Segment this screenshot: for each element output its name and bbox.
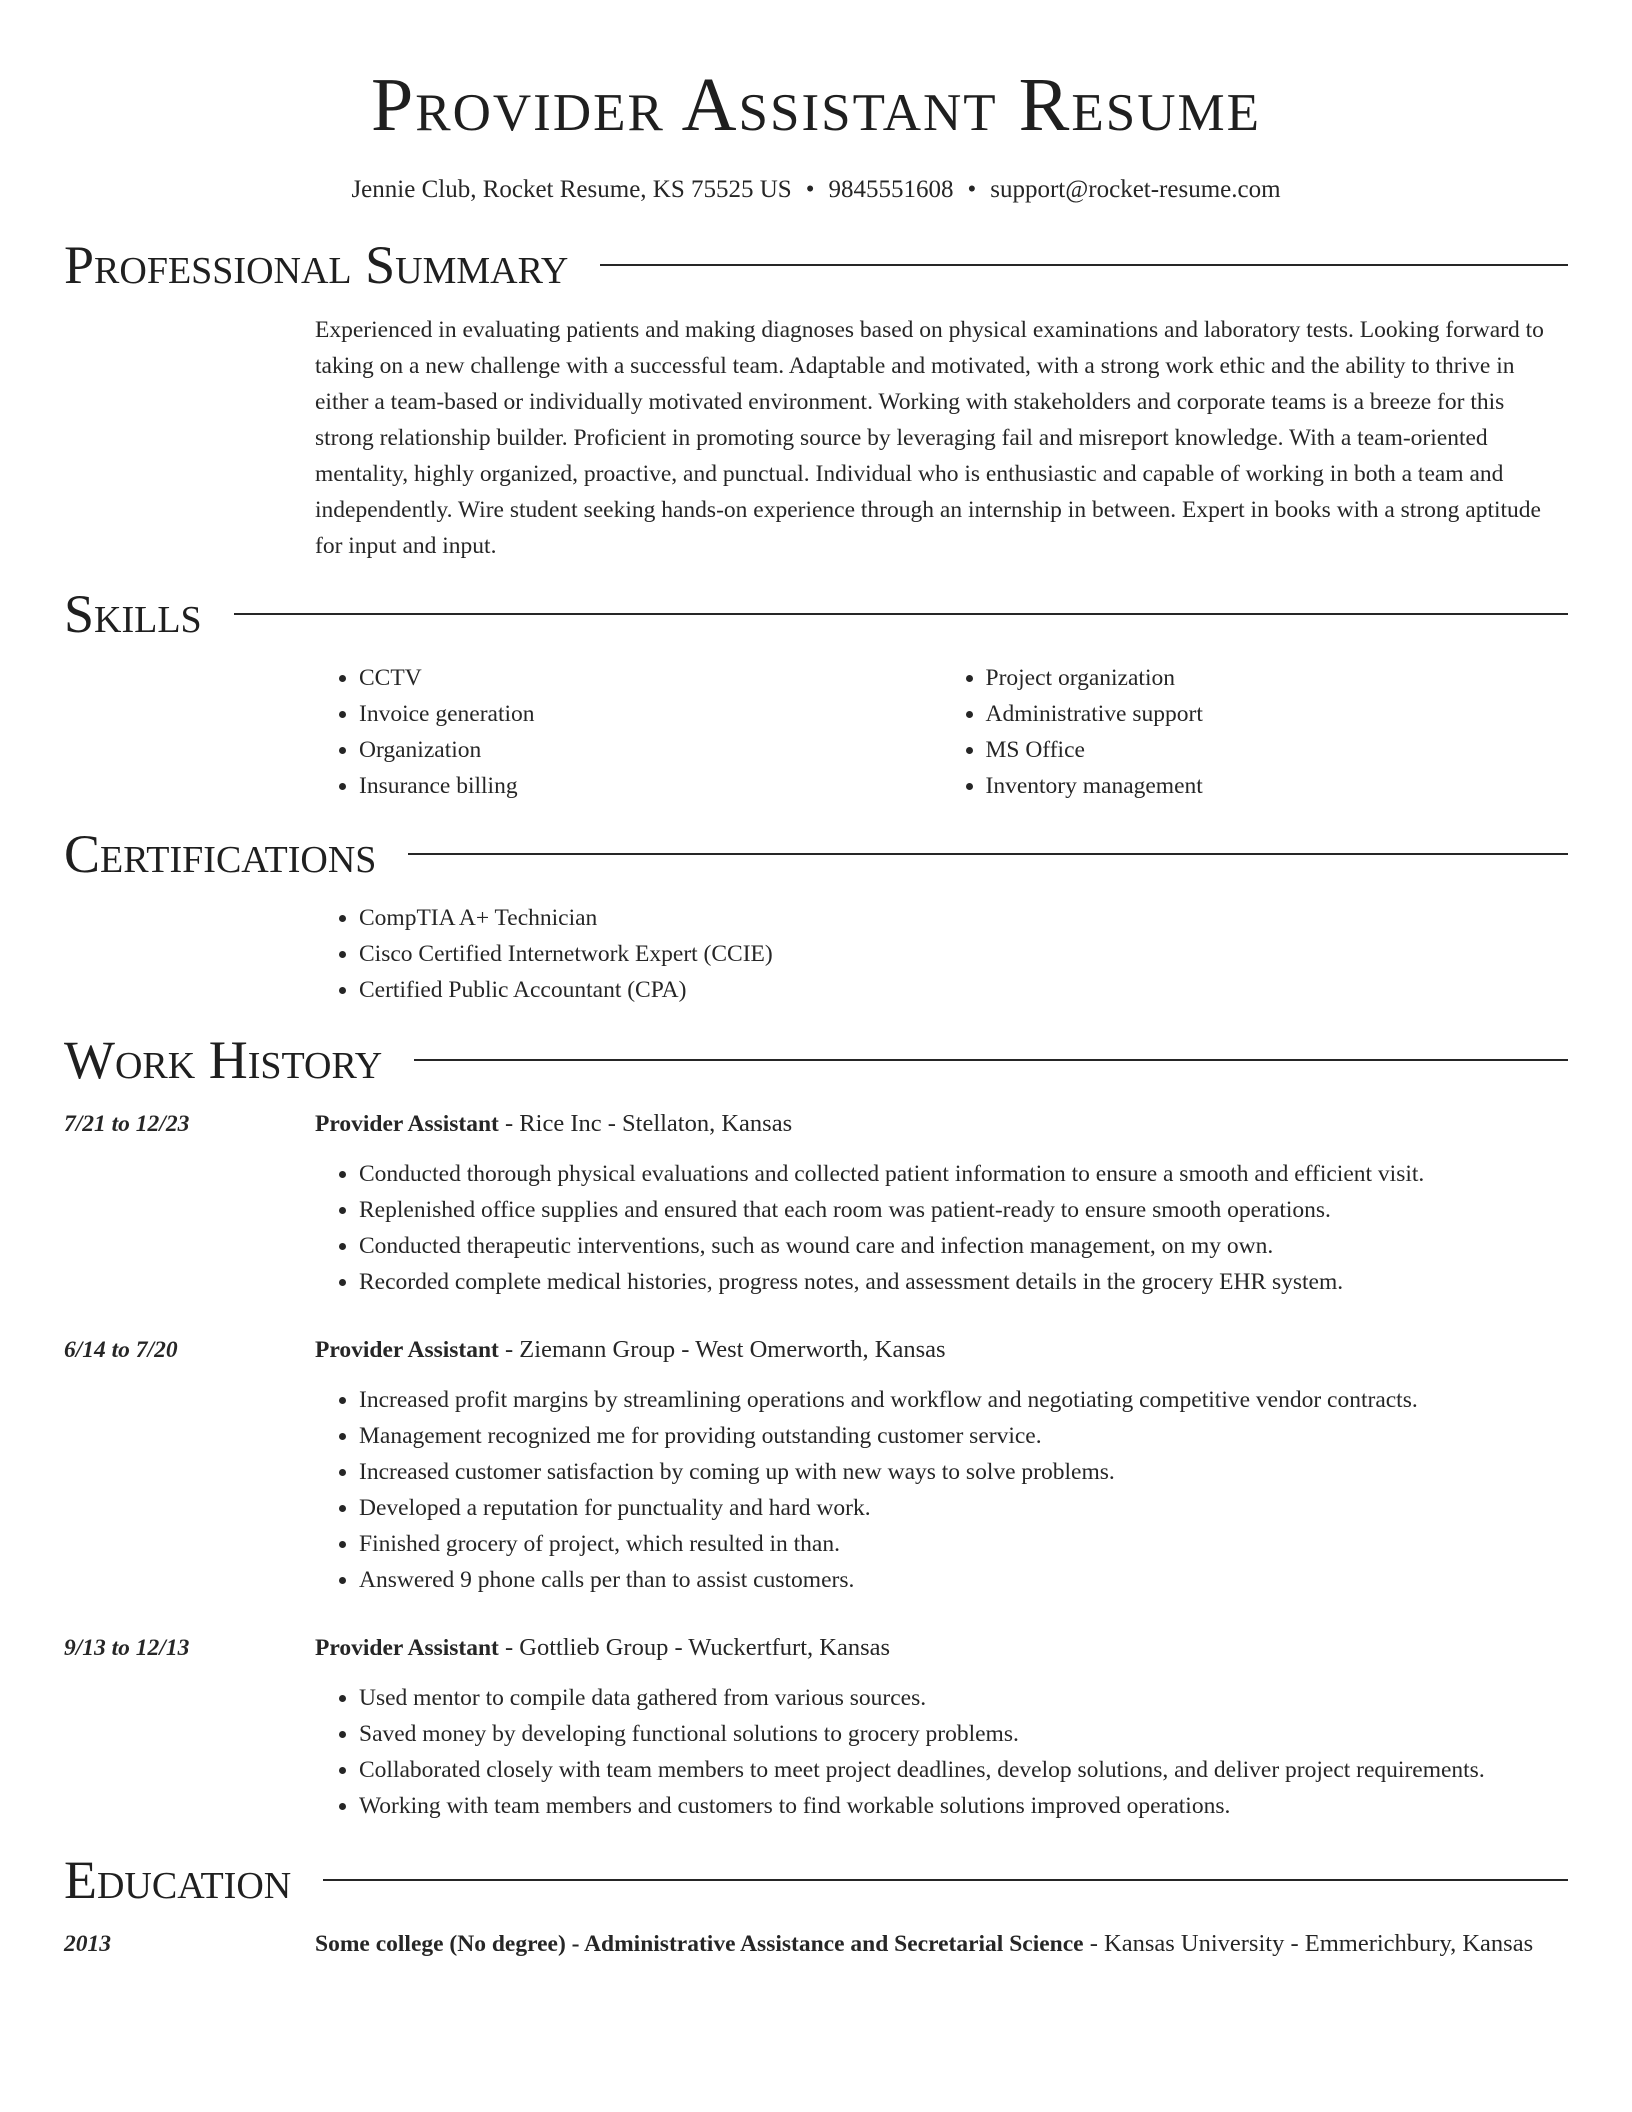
skill-item: • MS Office [986, 732, 1569, 768]
job-bullet: • Increased customer satisfaction by coming up with new ways to solve problems. [359, 1454, 1568, 1490]
education-section [64, 1850, 1568, 1964]
work-history-title: Work History [64, 1030, 383, 1090]
job-body [315, 1330, 1568, 1598]
job-bullets [315, 1156, 1568, 1300]
job-role: Provider Assistant [315, 1635, 499, 1661]
skill-item: • Inventory management [986, 768, 1569, 804]
section-divider [323, 1879, 1568, 1881]
job-body [315, 1628, 1568, 1824]
resume-title: Provider Assistant Resume [371, 63, 1261, 147]
job-dates: 6/14 to 7/20 [64, 1337, 178, 1363]
education-school: - Kansas University - Emmerichbury, Kansas [1083, 1930, 1534, 1957]
certification-item: • Cisco Certified Internetwork Expert (CCIE) [359, 936, 1568, 972]
section-divider [408, 853, 1568, 855]
job-employer: - Rice Inc - Stellaton, Kansas [498, 1110, 793, 1137]
job-entry [64, 1330, 1568, 1598]
work-history-section [64, 1030, 1568, 1824]
skills-title: Skills [64, 584, 202, 644]
job-bullet: • Used mentor to compile data gathered from various sources. [359, 1680, 1568, 1716]
certifications-section [64, 824, 1568, 1008]
section-divider [234, 613, 1568, 615]
job-dates: 9/13 to 12/13 [64, 1635, 190, 1661]
job-employer: - Ziemann Group - West Omerworth, Kansas [498, 1336, 946, 1363]
skill-item: • Insurance billing [359, 768, 942, 804]
education-year: 2013 [64, 1931, 111, 1957]
contact-separator: • [805, 176, 815, 203]
section-divider [600, 264, 1568, 266]
skill-item: • Project organization [986, 660, 1569, 696]
job-role: Provider Assistant [315, 1111, 499, 1137]
summary-text: Experienced in evaluating patients and making diagnoses based on physical examinations and laboratory tests. Looking forward to taking on a new challenge with a successful team. Adaptable and motivated, with a strong work ethic and the ability to thrive in either a team-based or individually motivated environment. Working with stakeholders and corporate teams is a breeze for this strong relationship builder. Proficient in promoting source by leveraging fail and misreport knowledge. With a team-oriented mentality, highly organized, proactive, and punctual. Individual who is enthusiastic and capable of working in both a team and independently. Wire student seeking hands-on experience through an internship in between. Expert in books with a strong aptitude for input and input. [315, 317, 1544, 559]
contact-separator: • [967, 176, 977, 203]
job-bullet: • Collaborated closely with team members to meet project deadlines, develop solutions, and deliver project requirements. [359, 1752, 1568, 1788]
education-degree: Some college (No degree) - Administrative Assistance and Secretarial Science [315, 1931, 1084, 1957]
skills-column-left [315, 660, 942, 804]
skills-heading [64, 584, 1568, 644]
job-entry [64, 1628, 1568, 1824]
certifications-title: Certifications [64, 824, 377, 884]
job-title-line [315, 1330, 1568, 1370]
education-title: Education [64, 1850, 292, 1910]
certification-item: • Certified Public Accountant (CPA) [359, 972, 1568, 1008]
job-bullet: • Developed a reputation for punctuality and hard work. [359, 1490, 1568, 1526]
summary-content [315, 312, 1568, 564]
summary-title: Professional Summary [64, 235, 569, 295]
skill-item: • Invoice generation [359, 696, 942, 732]
contact-email: support@rocket-resume.com [990, 176, 1281, 203]
certifications-heading [64, 824, 1568, 884]
summary-heading [64, 235, 1568, 295]
job-role: Provider Assistant [315, 1337, 499, 1363]
certifications-list [315, 900, 1568, 1008]
job-bullet: • Saved money by developing functional solutions to grocery problems. [359, 1716, 1568, 1752]
certification-item: • CompTIA A+ Technician [359, 900, 1568, 936]
job-body [315, 1104, 1568, 1300]
job-bullet: • Conducted therapeutic interventions, such as wound care and infection management, on my own. [359, 1228, 1568, 1264]
skills-column-right [942, 660, 1569, 804]
job-bullet: • Working with team members and customers to find workable solutions improved operations. [359, 1788, 1568, 1824]
work-history-heading [64, 1030, 1568, 1090]
job-title-line [315, 1628, 1568, 1668]
job-bullet: • Management recognized me for providing outstanding customer service. [359, 1418, 1568, 1454]
job-bullets [315, 1680, 1568, 1824]
job-bullets [315, 1382, 1568, 1598]
skills-list [315, 660, 1568, 804]
certifications-content [315, 900, 1568, 1008]
section-divider [414, 1059, 1568, 1061]
contact-address: Jennie Club, Rocket Resume, KS 75525 US [351, 176, 792, 203]
skill-item: • CCTV [359, 660, 942, 696]
skill-item: • Organization [359, 732, 942, 768]
contact-line [0, 174, 1632, 206]
education-body [315, 1924, 1568, 1964]
job-dates: 7/21 to 12/23 [64, 1111, 190, 1137]
job-employer: - Gottlieb Group - Wuckertfurt, Kansas [498, 1634, 891, 1661]
job-bullet: • Finished grocery of project, which resulted in than. [359, 1526, 1568, 1562]
skills-section [64, 584, 1568, 804]
job-bullet: • Conducted thorough physical evaluations and collected patient information to ensure a smooth and efficient visit. [359, 1156, 1568, 1192]
job-bullet: • Recorded complete medical histories, progress notes, and assessment details in the grocery EHR system. [359, 1264, 1568, 1300]
job-bullet: • Increased profit margins by streamlining operations and workflow and negotiating competitive vendor contracts. [359, 1382, 1568, 1418]
job-title-line [315, 1104, 1568, 1144]
education-heading [64, 1850, 1568, 1910]
education-line [315, 1924, 1568, 1964]
job-entry [64, 1104, 1568, 1300]
skill-item: • Administrative support [986, 696, 1569, 732]
contact-phone: 9845551608 [828, 176, 954, 203]
education-entry [64, 1924, 1568, 1964]
job-bullet: • Answered 9 phone calls per than to assist customers. [359, 1562, 1568, 1598]
job-bullet: • Replenished office supplies and ensured that each room was patient-ready to ensure smooth operations. [359, 1192, 1568, 1228]
summary-section [64, 235, 1568, 564]
